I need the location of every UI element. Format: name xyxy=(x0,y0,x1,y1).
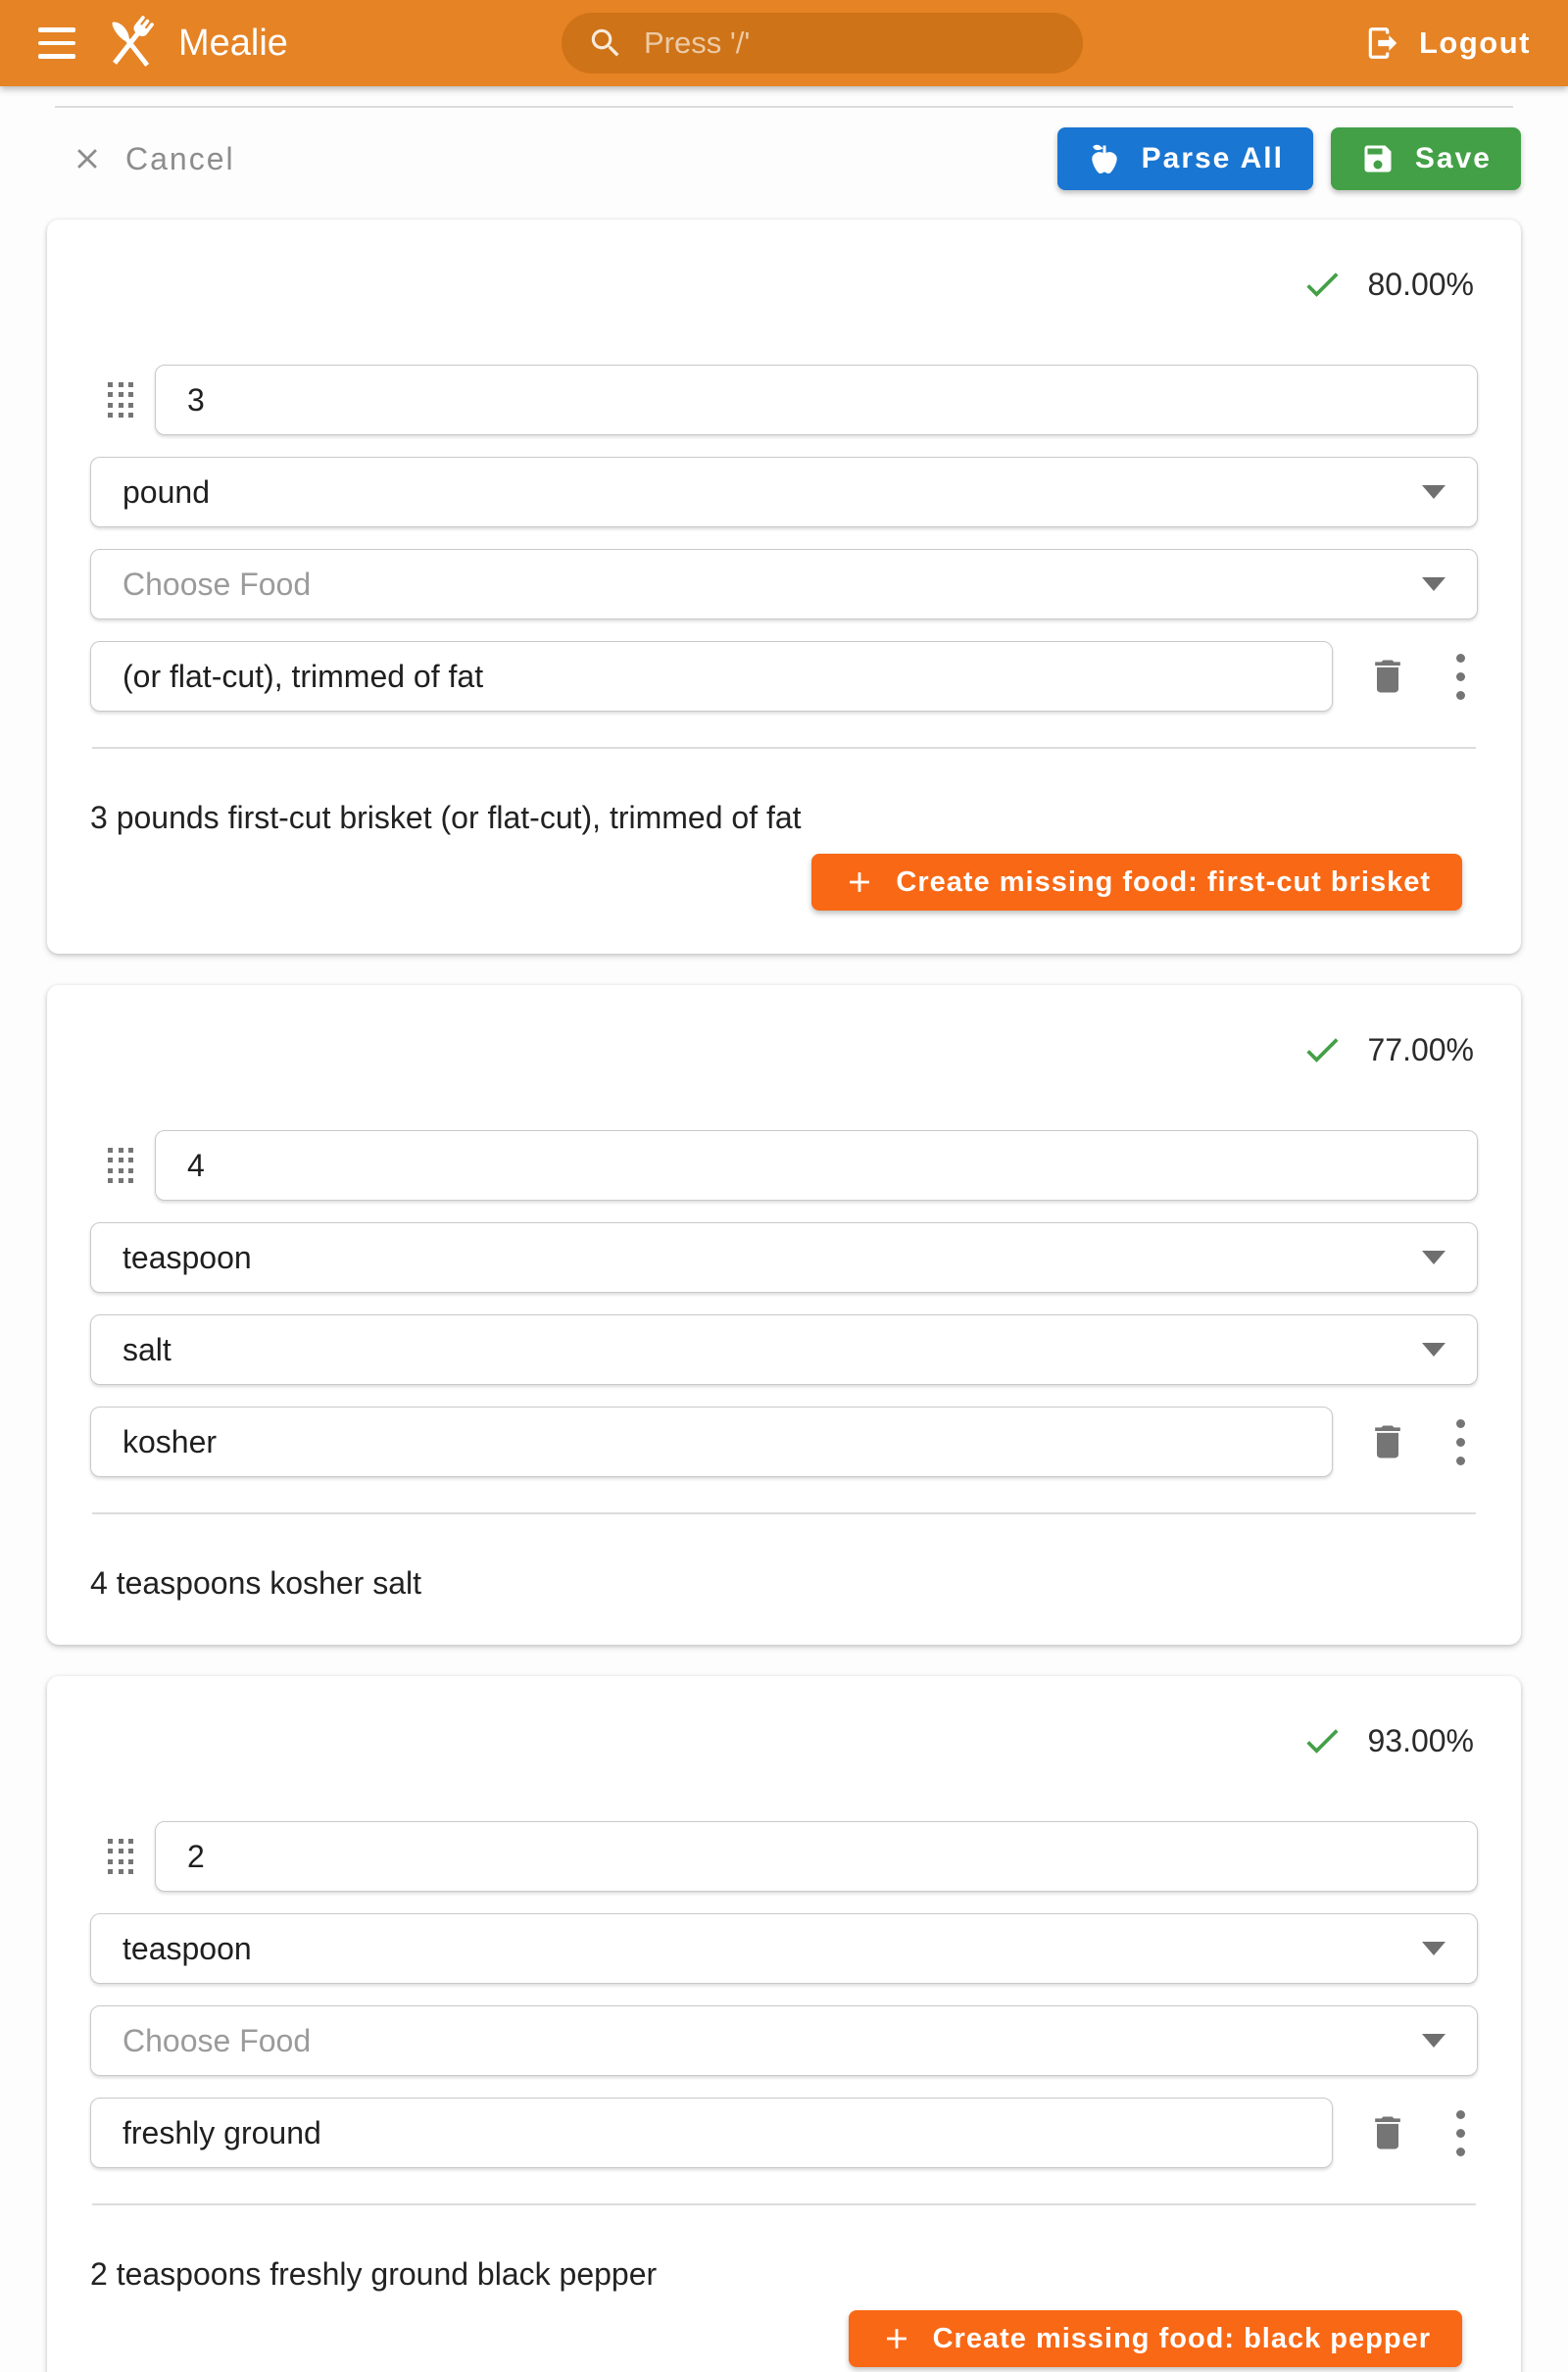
kebab-icon xyxy=(1456,1419,1465,1428)
parse-all-button[interactable] xyxy=(1057,127,1313,190)
mealie-logo-icon xyxy=(102,13,163,74)
divider xyxy=(92,1512,1476,1514)
create-missing-food-button[interactable] xyxy=(811,854,1462,911)
original-ingredient-text: 3 pounds first-cut brisket (or flat-cut), trimmed of fat xyxy=(90,800,802,835)
quantity-input[interactable] xyxy=(155,1821,1478,1892)
trash-icon xyxy=(1366,2111,1409,2154)
original-ingredient-text: 2 teaspoons freshly ground black pepper xyxy=(90,2256,658,2292)
food-select[interactable] xyxy=(90,549,1478,619)
delete-button[interactable] xyxy=(1366,1420,1409,1463)
confidence-row xyxy=(90,1719,1474,1762)
mealie-logo[interactable] xyxy=(102,13,163,74)
parse-all-label: Parse All xyxy=(1141,142,1284,174)
plus-icon xyxy=(880,2322,913,2355)
logout-icon xyxy=(1364,25,1401,62)
save-icon xyxy=(1360,141,1396,176)
confidence-value: 93.00% xyxy=(1367,1722,1474,1758)
unit-select[interactable] xyxy=(90,1913,1478,1984)
missing-food-row xyxy=(90,2310,1478,2367)
quantity-row xyxy=(90,365,1478,435)
confidence-row xyxy=(90,263,1474,306)
confidence-value: 80.00% xyxy=(1367,266,1474,302)
unit-select[interactable] xyxy=(90,457,1478,527)
delete-button[interactable] xyxy=(1366,2111,1409,2154)
quantity-row xyxy=(90,1821,1478,1892)
ingredient-card xyxy=(47,1676,1521,2372)
kebab-icon xyxy=(1456,654,1465,663)
check-icon xyxy=(1300,1028,1344,1071)
ingredient-list xyxy=(47,220,1521,2372)
confidence-value: 77.00% xyxy=(1367,1031,1474,1067)
search-placeholder: Press '/' xyxy=(643,25,751,60)
search-icon xyxy=(587,25,624,62)
ingredient-card xyxy=(47,985,1521,1645)
missing-food-row xyxy=(90,854,1478,911)
page xyxy=(0,106,1568,2372)
confidence-row xyxy=(90,1028,1474,1071)
unit-select[interactable] xyxy=(90,1222,1478,1293)
more-options-button[interactable] xyxy=(1443,2110,1478,2156)
original-ingredient-text: 4 teaspoons kosher salt xyxy=(90,1565,421,1601)
check-icon xyxy=(1300,263,1344,306)
trash-icon xyxy=(1366,655,1409,698)
toolbar xyxy=(47,108,1521,220)
ingredient-card xyxy=(47,220,1521,954)
logout-button[interactable] xyxy=(1356,25,1539,62)
quantity-input[interactable] xyxy=(155,1130,1478,1201)
create-missing-food-button[interactable] xyxy=(849,2310,1462,2367)
create-missing-food-label: Create missing food: black pepper xyxy=(932,2322,1431,2354)
note-input[interactable] xyxy=(90,2098,1333,2168)
chevron-down-icon xyxy=(1422,1251,1446,1264)
food-select[interactable] xyxy=(90,1314,1478,1385)
note-row xyxy=(90,641,1478,712)
unit-value: teaspoon xyxy=(122,1930,252,1966)
chevron-down-icon xyxy=(1422,1942,1446,1955)
chevron-down-icon xyxy=(1422,485,1446,499)
divider xyxy=(92,2203,1476,2205)
chevron-down-icon xyxy=(1422,1343,1446,1357)
toolbar-actions xyxy=(1057,127,1521,190)
logout-label: Logout xyxy=(1418,25,1531,60)
quantity-row xyxy=(90,1130,1478,1201)
food-value: salt xyxy=(122,1331,172,1367)
app-bar xyxy=(0,0,1568,86)
chevron-down-icon xyxy=(1422,2034,1446,2048)
note-row xyxy=(90,1407,1478,1477)
food-value: Choose Food xyxy=(122,566,312,602)
drag-handle-icon[interactable] xyxy=(108,382,133,419)
more-options-button[interactable] xyxy=(1443,654,1478,700)
kebab-icon xyxy=(1456,2110,1465,2119)
menu-icon xyxy=(38,27,75,59)
unit-value: pound xyxy=(122,473,210,510)
divider xyxy=(92,747,1476,749)
create-missing-food-label: Create missing food: first-cut brisket xyxy=(896,865,1431,898)
apple-icon xyxy=(1087,141,1122,176)
check-icon xyxy=(1300,1719,1344,1762)
delete-button[interactable] xyxy=(1366,655,1409,698)
chevron-down-icon xyxy=(1422,577,1446,591)
search-input[interactable] xyxy=(562,13,1083,74)
note-input[interactable] xyxy=(90,641,1333,712)
quantity-input[interactable] xyxy=(155,365,1478,435)
cancel-label: Cancel xyxy=(125,140,235,176)
trash-icon xyxy=(1366,1420,1409,1463)
app-title: Mealie xyxy=(178,22,288,64)
note-row xyxy=(90,2098,1478,2168)
save-label: Save xyxy=(1414,142,1492,174)
food-value: Choose Food xyxy=(122,2022,312,2058)
cancel-button[interactable] xyxy=(71,141,235,177)
drag-handle-icon[interactable] xyxy=(108,1148,133,1184)
menu-button[interactable] xyxy=(29,16,84,71)
close-icon xyxy=(71,142,104,175)
more-options-button[interactable] xyxy=(1443,1419,1478,1465)
drag-handle-icon[interactable] xyxy=(108,1839,133,1875)
food-select[interactable] xyxy=(90,2005,1478,2076)
unit-value: teaspoon xyxy=(122,1239,252,1275)
plus-icon xyxy=(843,865,876,899)
save-button[interactable] xyxy=(1331,127,1521,190)
note-input[interactable] xyxy=(90,1407,1333,1477)
